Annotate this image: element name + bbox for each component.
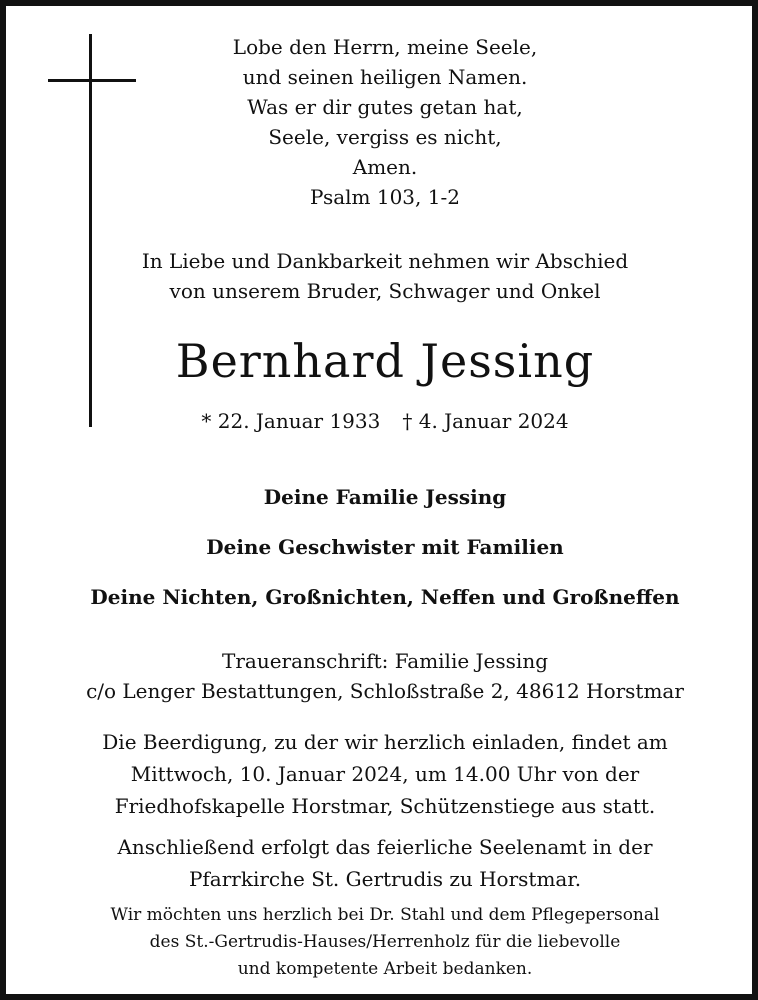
thanks-line: Wir möchten uns herzlich bei Dr. Stahl und dem Pflegepersonal [110, 905, 660, 925]
psalm-line: Lobe den Herrn, meine Seele, [232, 35, 538, 59]
address-line: c/o Lenger Bestattungen, Schloßstraße 2, 48612 Horstmar [86, 679, 684, 703]
psalm-line: Was er dir gutes getan hat, [247, 95, 523, 119]
farewell-text [6, 246, 758, 306]
birth-date: * 22. Januar 1933 [201, 409, 381, 433]
farewell-line: von unserem Bruder, Schwager und Onkel [169, 279, 601, 303]
address-line: Traueranschrift: Familie Jessing [222, 649, 548, 673]
mourning-address [6, 646, 758, 706]
death-date: † 4. Januar 2024 [402, 409, 569, 433]
mourners-list [6, 482, 758, 632]
thanks-line: des St.-Gertrudis-Hauses/Herrenholz für die liebevolle [149, 932, 621, 952]
psalm-reference: Psalm 103, 1-2 [310, 185, 460, 209]
requiem-announcement [6, 831, 758, 895]
deceased-name: Bernhard Jessing [175, 334, 595, 388]
requiem-line: Anschließend erfolgt das feierliche Seelenamt in der [117, 835, 653, 859]
thanks-line: und kompetente Arbeit bedanken. [237, 959, 533, 979]
thanks-note [6, 902, 758, 983]
psalm-line: Amen. [352, 155, 418, 179]
funeral-line: Friedhofskapelle Horstmar, Schützenstiege aus statt. [114, 794, 656, 818]
funeral-line: Die Beerdigung, zu der wir herzlich einladen, findet am [102, 730, 668, 754]
mourner-line: Deine Familie Jessing [263, 485, 507, 509]
requiem-line: Pfarrkirche St. Gertrudis zu Horstmar. [188, 867, 582, 891]
mourner-line: Deine Geschwister mit Familien [206, 535, 564, 559]
mourner-line: Deine Nichten, Großnichten, Neffen und Großneffen [90, 585, 680, 609]
life-dates [6, 406, 758, 436]
psalm-line: Seele, vergiss es nicht, [268, 125, 502, 149]
funeral-announcement [6, 726, 758, 822]
farewell-line: In Liebe und Dankbarkeit nehmen wir Abschied [141, 249, 629, 273]
funeral-line: Mittwoch, 10. Januar 2024, um 14.00 Uhr von der [130, 762, 640, 786]
psalm-line: und seinen heiligen Namen. [242, 65, 528, 89]
psalm-quote [6, 32, 758, 212]
